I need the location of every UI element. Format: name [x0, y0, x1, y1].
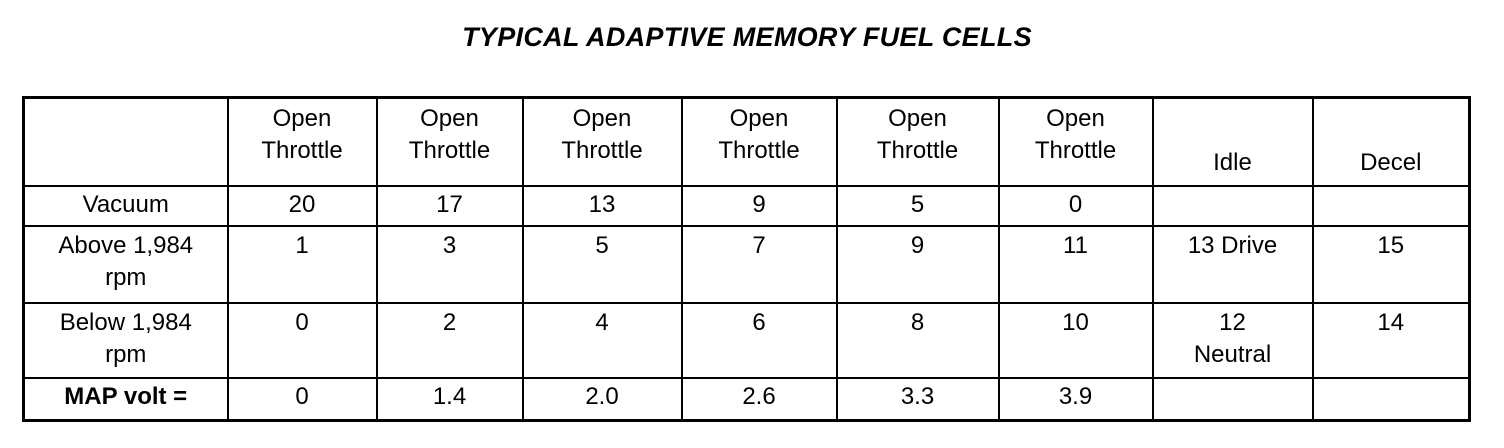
cell-text: 15: [1377, 232, 1405, 259]
table-cell: [999, 186, 1153, 226]
header-text: Open: [1046, 105, 1105, 132]
header-text: Idle: [1213, 149, 1252, 176]
row-label-text: rpm: [105, 341, 147, 368]
header-text: Decel: [1360, 149, 1422, 176]
row-label-text: MAP volt =: [64, 383, 188, 410]
table-cell: [1313, 186, 1470, 226]
table-cell: [228, 303, 377, 378]
cell-text: 3.9: [1058, 383, 1093, 410]
table-cell: [1153, 186, 1313, 226]
header-text: Throttle: [876, 137, 959, 164]
table-cell: [228, 226, 377, 303]
table-cell: [377, 226, 523, 303]
table-cell: [999, 378, 1153, 421]
table-cell: [1313, 378, 1470, 421]
table-row-above-rpm: [24, 226, 1470, 303]
table-cell: [377, 186, 523, 226]
fuel-cells-table: [22, 96, 1471, 422]
header-text: Open: [729, 105, 789, 132]
header-cell-open-throttle: [377, 98, 523, 187]
table-cell: [837, 303, 999, 378]
row-label: [24, 186, 228, 226]
table-cell: [228, 378, 377, 421]
row-label-text: Below 1,984: [59, 309, 192, 336]
cell-text: 5: [595, 232, 609, 259]
cell-text: 7: [752, 232, 766, 259]
table-cell: [228, 186, 377, 226]
table-cell: [523, 378, 682, 421]
cell-text: 2: [442, 309, 457, 336]
header-cell-decel: [1313, 98, 1470, 187]
table-row-map-volt: [24, 378, 1470, 421]
row-label-text: Vacuum: [82, 191, 169, 218]
header-cell-open-throttle: [682, 98, 837, 187]
cell-text: 9: [752, 191, 766, 218]
header-cell-corner: [24, 98, 228, 187]
cell-text: 17: [436, 191, 463, 218]
table-cell: [523, 226, 682, 303]
header-text: Open: [420, 105, 479, 132]
header-cell-open-throttle: [999, 98, 1153, 187]
cell-text: 6: [752, 309, 766, 336]
table-cell: [837, 378, 999, 421]
header-text: Throttle: [561, 137, 643, 164]
cell-text: 13 Drive: [1187, 232, 1278, 259]
cell-text: 14: [1377, 309, 1405, 336]
header-text: Open: [272, 105, 332, 132]
cell-text: Neutral: [1193, 341, 1272, 368]
table-cell: [682, 378, 837, 421]
header-text: Throttle: [1034, 137, 1117, 164]
document-title: TYPICAL ADAPTIVE MEMORY FUEL CELLS: [462, 22, 1032, 52]
row-label: [24, 226, 228, 303]
table-cell: [682, 226, 837, 303]
table-cell: [682, 186, 837, 226]
row-label-text: rpm: [105, 264, 147, 291]
cell-text: 0: [1068, 191, 1083, 218]
table-cell: [377, 303, 523, 378]
cell-text: 0: [295, 383, 309, 410]
cell-text: 1.4: [432, 383, 467, 410]
cell-text: 2.6: [742, 383, 776, 410]
cell-text: 2.0: [585, 383, 619, 410]
row-label: [24, 303, 228, 378]
cell-text: 8: [910, 309, 925, 336]
row-label-text: Above 1,984: [58, 232, 194, 259]
table-cell: [1313, 226, 1470, 303]
header-cell-open-throttle: [837, 98, 999, 187]
cell-text: 12: [1219, 309, 1246, 336]
cell-text: 13: [588, 191, 616, 218]
cell-text: 4: [595, 309, 609, 336]
cell-text: 1: [295, 232, 309, 259]
table-cell: [523, 303, 682, 378]
cell-text: 20: [288, 191, 316, 218]
header-text: Throttle: [261, 137, 343, 164]
table-cell: [837, 186, 999, 226]
table-cell: [837, 226, 999, 303]
header-cell-open-throttle: [523, 98, 682, 187]
row-label: [24, 378, 228, 421]
table-cell: [1153, 378, 1313, 421]
table-cell: [999, 226, 1153, 303]
cell-text: 0: [295, 309, 309, 336]
header-cell-idle: [1153, 98, 1313, 187]
table-cell: [682, 303, 837, 378]
cell-text: 11: [1063, 232, 1088, 259]
table-cell: [1153, 303, 1313, 378]
table-cell: [999, 303, 1153, 378]
table-row-below-rpm: [24, 303, 1470, 378]
table-cell: [1153, 226, 1313, 303]
cell-text: 5: [910, 191, 925, 218]
table-cell: [377, 378, 523, 421]
header-text: Open: [888, 105, 947, 132]
cell-text: 9: [910, 232, 925, 259]
header-text: Open: [572, 105, 632, 132]
header-cell-open-throttle: [228, 98, 377, 187]
cell-text: 10: [1062, 309, 1089, 336]
header-text: Throttle: [408, 137, 491, 164]
table-row-vacuum: [24, 186, 1470, 226]
cell-text: 3.3: [900, 383, 935, 410]
table-cell: [1313, 303, 1470, 378]
header-row: [24, 98, 1470, 187]
cell-text: 3: [442, 232, 457, 259]
header-text: Throttle: [718, 137, 800, 164]
table-cell: [523, 186, 682, 226]
